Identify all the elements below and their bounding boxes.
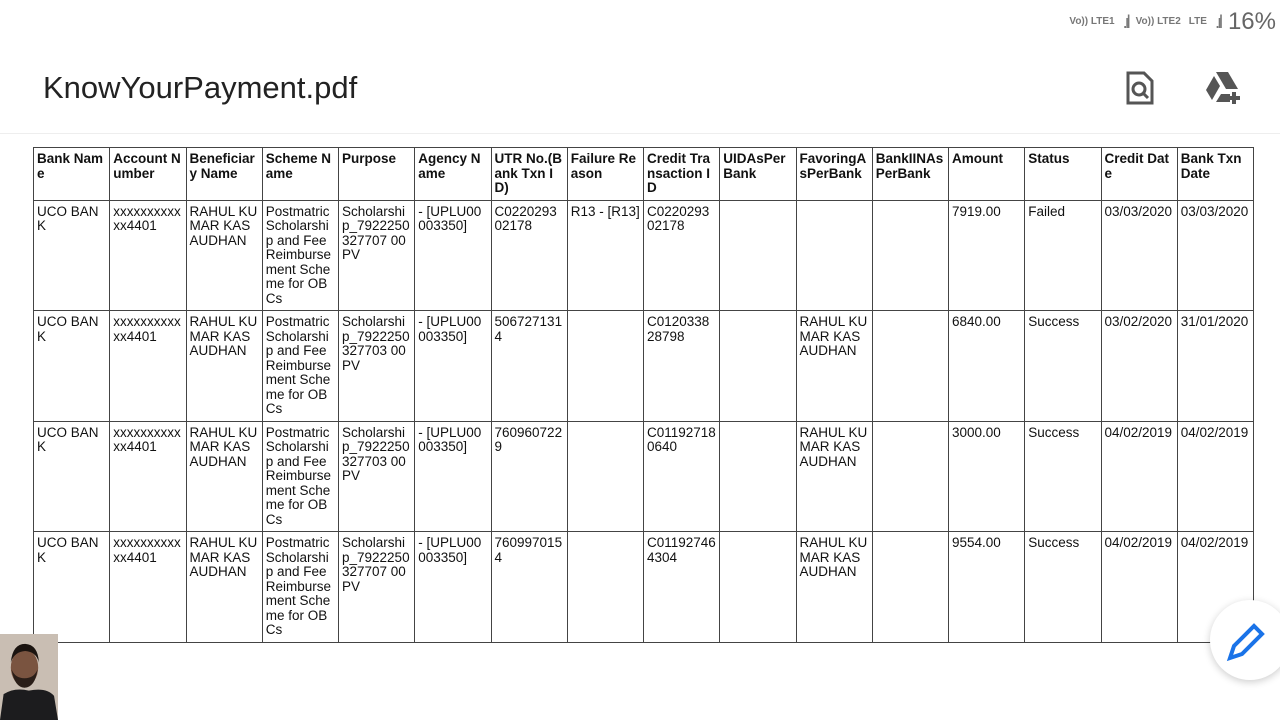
table-cell: 7609970154 xyxy=(491,532,567,643)
table-cell: RAHUL KUMAR KASAUDHAN xyxy=(796,311,872,422)
table-cell: Postmatric Scholarship and Fee Reimbursement Scheme for OBCs xyxy=(262,311,338,422)
table-cell xyxy=(720,421,796,532)
table-cell: RAHUL KUMAR KASAUDHAN xyxy=(186,200,262,311)
table-cell: Scholarship_7922250327703 00PV xyxy=(339,421,415,532)
table-row xyxy=(34,200,1254,311)
table-cell: UCO BANK xyxy=(34,532,110,643)
table-row xyxy=(34,532,1254,643)
status-bar xyxy=(1069,8,1276,36)
column-header: Amount xyxy=(949,148,1025,201)
table-cell: Success xyxy=(1025,311,1101,422)
table-cell: Success xyxy=(1025,532,1101,643)
table-cell: Failed xyxy=(1025,200,1101,311)
table-cell: 04/02/2019 xyxy=(1177,532,1253,643)
table-cell: 04/02/2019 xyxy=(1177,421,1253,532)
table-cell: - [UPLU00003350] xyxy=(415,532,491,643)
table-cell: 04/02/2019 xyxy=(1101,532,1177,643)
table-cell: Success xyxy=(1025,421,1101,532)
table-cell xyxy=(720,311,796,422)
column-header: BankIINAsPerBank xyxy=(872,148,948,201)
table-cell: RAHUL KUMAR KASAUDHAN xyxy=(796,532,872,643)
table-cell xyxy=(720,200,796,311)
table-cell xyxy=(872,532,948,643)
table-cell: 31/01/2020 xyxy=(1177,311,1253,422)
battery-level: 16% xyxy=(1227,8,1276,35)
document-title: KnowYourPayment.pdf xyxy=(43,70,358,105)
column-header: Bank Name xyxy=(34,148,110,201)
table-cell: 5067271314 xyxy=(491,311,567,422)
table-cell: UCO BANK xyxy=(34,200,110,311)
table-cell: 3000.00 xyxy=(949,421,1025,532)
column-header: Scheme Name xyxy=(262,148,338,201)
table-cell: xxxxxxxxxxxx4401 xyxy=(110,532,186,643)
column-header: Agency Name xyxy=(415,148,491,201)
table-cell: C012033828798 xyxy=(644,311,720,422)
table-cell xyxy=(872,421,948,532)
column-header: Credit Date xyxy=(1101,148,1177,201)
table-cell: xxxxxxxxxxxx4401 xyxy=(110,200,186,311)
table-cell: 03/02/2020 xyxy=(1101,311,1177,422)
table-cell xyxy=(872,200,948,311)
table-cell: - [UPLU00003350] xyxy=(415,200,491,311)
table-cell xyxy=(796,200,872,311)
column-header: Purpose xyxy=(339,148,415,201)
column-header: Beneficiary Name xyxy=(186,148,262,201)
table-cell: Postmatric Scholarship and Fee Reimbursement Scheme for OBCs xyxy=(262,200,338,311)
webcam-overlay xyxy=(0,634,58,720)
column-header: UTR No.(Bank Txn ID) xyxy=(491,148,567,201)
table-cell: C022029302178 xyxy=(644,200,720,311)
signal-icon: .ıl xyxy=(1122,11,1128,32)
table-cell: xxxxxxxxxxxx4401 xyxy=(110,421,186,532)
table-cell: Scholarship_7922250327707 00PV xyxy=(339,200,415,311)
table-cell xyxy=(567,421,643,532)
sim2-indicator: Vo)) LTE2 xyxy=(1135,16,1181,27)
search-document-icon[interactable] xyxy=(1122,70,1158,106)
table-cell: 9554.00 xyxy=(949,532,1025,643)
table-cell: Postmatric Scholarship and Fee Reimbursement Scheme for OBCs xyxy=(262,421,338,532)
column-header: Credit Transaction ID xyxy=(644,148,720,201)
table-cell: 03/03/2020 xyxy=(1101,200,1177,311)
column-header: UIDAsPerBank xyxy=(720,148,796,201)
table-cell: UCO BANK xyxy=(34,311,110,422)
column-header: Status xyxy=(1025,148,1101,201)
table-cell: Scholarship_7922250327707 00PV xyxy=(339,532,415,643)
table-cell xyxy=(567,311,643,422)
payment-table xyxy=(33,147,1254,643)
table-cell: R13 - [R13] xyxy=(567,200,643,311)
table-cell: xxxxxxxxxxxx4401 xyxy=(110,311,186,422)
table-header-row xyxy=(34,148,1254,201)
table-cell: C011927464304 xyxy=(644,532,720,643)
table-cell xyxy=(720,532,796,643)
table-cell: C011927180640 xyxy=(644,421,720,532)
add-to-drive-icon[interactable] xyxy=(1204,70,1244,106)
table-cell: RAHUL KUMAR KASAUDHAN xyxy=(186,311,262,422)
signal-icon: .ıl xyxy=(1214,11,1220,32)
table-cell: 6840.00 xyxy=(949,311,1025,422)
table-cell: Postmatric Scholarship and Fee Reimbursement Scheme for OBCs xyxy=(262,532,338,643)
table-cell: RAHUL KUMAR KASAUDHAN xyxy=(796,421,872,532)
table-row xyxy=(34,311,1254,422)
table-cell: - [UPLU00003350] xyxy=(415,311,491,422)
table-cell: Scholarship_7922250327703 00PV xyxy=(339,311,415,422)
table-cell: RAHUL KUMAR KASAUDHAN xyxy=(186,532,262,643)
edit-button[interactable] xyxy=(1210,600,1280,680)
table-row xyxy=(34,421,1254,532)
table-cell xyxy=(872,311,948,422)
table-cell: UCO BANK xyxy=(34,421,110,532)
column-header: Account Number xyxy=(110,148,186,201)
table-cell: RAHUL KUMAR KASAUDHAN xyxy=(186,421,262,532)
table-cell: - [UPLU00003350] xyxy=(415,421,491,532)
table-cell: 04/02/2019 xyxy=(1101,421,1177,532)
table-cell: 7919.00 xyxy=(949,200,1025,311)
lte-indicator: LTE xyxy=(1188,16,1207,27)
table-cell: 03/03/2020 xyxy=(1177,200,1253,311)
sim1-indicator: Vo)) LTE1 xyxy=(1069,16,1115,27)
table-cell: 7609607229 xyxy=(491,421,567,532)
column-header: Bank Txn Date xyxy=(1177,148,1253,201)
table-cell: C022029302178 xyxy=(491,200,567,311)
header-divider xyxy=(0,133,1280,134)
column-header: Failure Reason xyxy=(567,148,643,201)
table-cell xyxy=(567,532,643,643)
column-header: FavoringAsPerBank xyxy=(796,148,872,201)
